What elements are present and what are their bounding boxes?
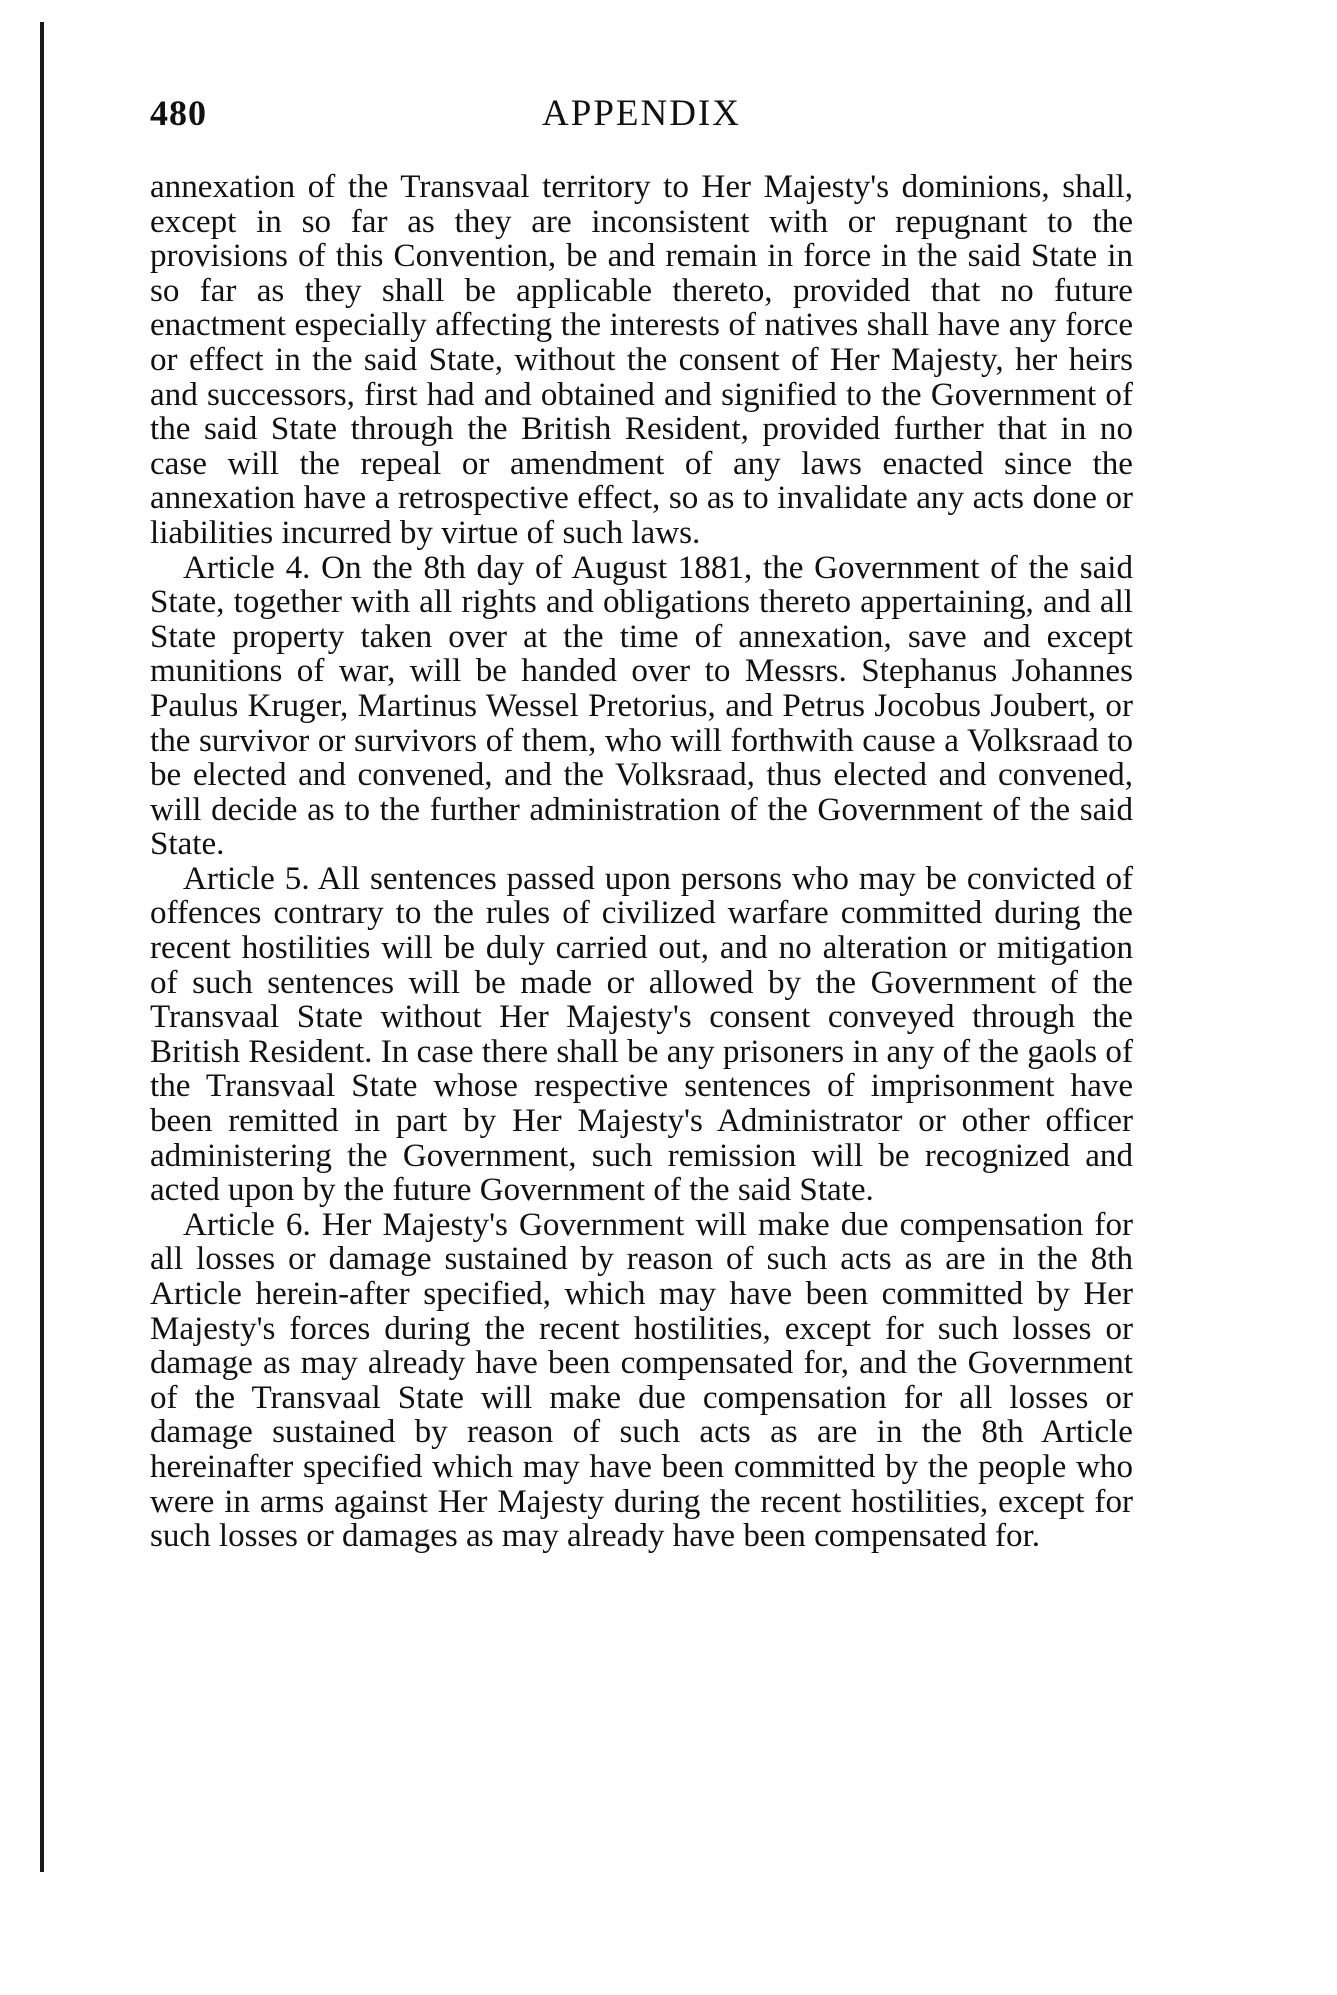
running-head: APPENDIX — [542, 93, 741, 134]
paragraph-article-5: Article 5. All sentences passed upon persons who may be convicted of offences contrary to the rules of civilized warfare committed during the recent hostilities will be duly carried out, and no alteration or mitigation of such sentences will be made or allowed by the Government of the Transvaal State without Her Majesty's consent conveyed through the British Resident. In case there shall be any prisoners in any of the gaols of the Transvaal State whose respective sentences of imprisonment have been remitted in part by Her Majesty's Administrator or other officer administering the Government, such remission will be recognized and acted upon by the future Government of the said State. — [150, 860, 1133, 1209]
book-page — [150, 92, 1133, 1554]
paragraph-continuation: annexation of the Transvaal territory to Her Majesty's dominions, shall, except in so far as they are inconsistent with or repugnant to the provisions of this Convention, be and remain in force in the said State in so far as they shall be applicable thereto, provided that no future enactment especially affecting the interests of natives shall have any force or effect in the said State, without the consent of Her Majesty, her heirs and successors, first had and obtained and signified to the Government of the said State through the British Resident, provided further that in no case will the repeal or amendment of any laws enacted since the annexation have a retrospective effect, so as to invalidate any acts done or liabilities incurred by virtue of such laws. — [150, 169, 1133, 551]
binding-edge-line — [40, 22, 44, 1872]
page-header — [150, 92, 1133, 140]
paragraph-article-6: Article 6. Her Majesty's Government will make due compensation for all losses or damage sustained by reason of such acts as are in the 8th Article herein-after specified, which may have been committed by Her Majesty's forces during the recent hostilities, except for such losses or damage as may already have been compensated for, and the Government of the Transvaal State will make due compensation for all losses or damage sustained by reason of such acts as are in the 8th Article hereinafter specified which may have been committed by the people who were in arms against Her Majesty during the recent hostilities, except for such losses or damages as may already have been compensated for. — [150, 1206, 1133, 1555]
page-number: 480 — [150, 93, 207, 133]
body-text — [150, 170, 1133, 1554]
paragraph-article-4: Article 4. On the 8th day of August 1881, the Government of the said State, together with all rights and obligations thereto appertaining, and all State property taken over at the time of annexation, save and except munitions of war, will be handed over to Messrs. Stephanus Johannes Paulus Kruger, Martinus Wessel Pretorius, and Petrus Jocobus Joubert, or the survivor or survivors of them, who will forthwith cause a Volksraad to be elected and convened, and the Volksraad, thus elected and convened, will decide as to the further administration of the Government of the said State. — [150, 549, 1133, 863]
